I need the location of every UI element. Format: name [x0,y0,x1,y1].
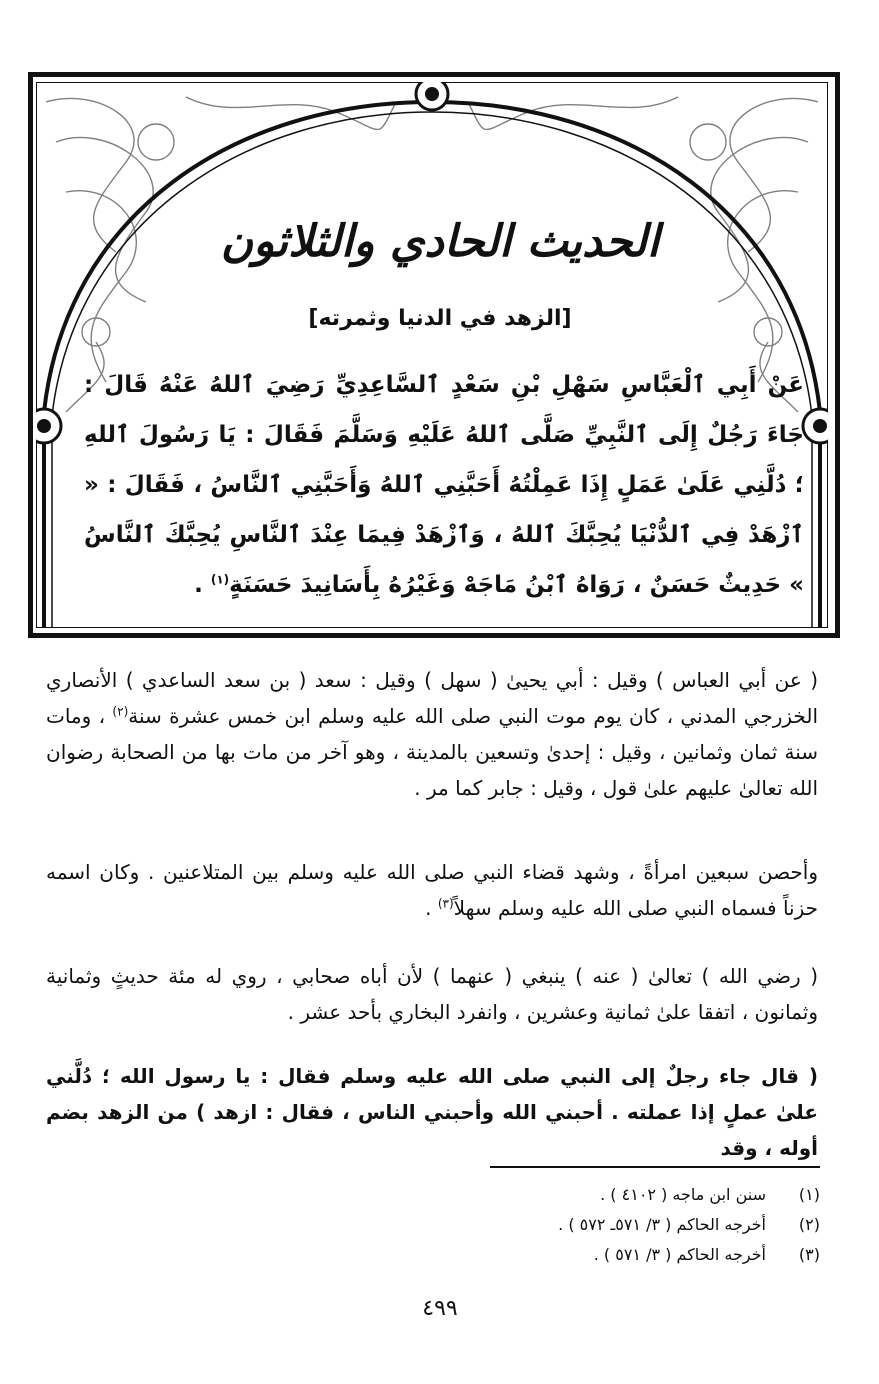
commentary-paragraph-2 [46,854,818,926]
footnote-ref-1[interactable]: (١) [210,572,230,587]
hadith-end: . [194,572,211,598]
footnote-text: أخرجه الحاكم ( ٣/ ٥٧١ـ ٥٧٢ ) . [558,1215,766,1234]
footnote-number: (١) [798,1185,820,1204]
commentary-text: وأحصن سبعين امرأةً ، وشهد قضاء النبي صلى الله عليه وسلم بين المتلاعنين . وكان اسمه حزناً فسماه النبي صلى الله عليه وسلم سهلاً [46,860,818,920]
page-number: ٤٩٩ [422,1296,458,1321]
commentary-text: . [425,896,438,920]
footnote-item [400,1210,820,1240]
commentary-text: ، ومات سنة ثمان وثمانين ، وقيل : إحدىٰ وتسعين بالمدينة ، وهو آخر من مات بها من الصحابة رضوان الله تعالىٰ عليهم علىٰ قول ، وقيل : جابر كما مر . [46,704,818,800]
footnote-item [400,1240,820,1270]
hadith-text [84,360,804,610]
footnote-separator [490,1166,820,1168]
commentary-paragraph-1 [46,662,818,806]
footnote-text: أخرجه الحاكم ( ٣/ ٥٧١ ) . [593,1245,766,1264]
footnote-ref-2[interactable]: (٢) [112,704,129,719]
hadith-subtitle: [الزهد في الدنيا وثمرته] [308,306,572,331]
footnote-ref-3[interactable]: (٣) [437,896,454,911]
footnote-text: سنن ابن ماجه ( ٤١٠٢ ) . [600,1185,766,1204]
footnote-item [400,1180,820,1210]
hadith-title: الحديث الحادي والثلاثون [220,216,660,267]
hadith-body: عَنْ أَبِي ٱلْعَبَّاسِ سَهْلِ بْنِ سَعْدٍ ٱلسَّاعِدِيِّ رَضِيَ ٱللهُ عَنْهُ قَالَ : جَاءَ رَجُلٌ إِلَى ٱلنَّبِيِّ صَلَّى ٱللهُ عَلَيْهِ وَسَلَّمَ فَقَالَ : يَا رَسُولَ ٱللهِ ؛ دُلَّنِي عَلَىٰ عَمَلٍ إِذَا عَمِلْتُهُ أَحَبَّنِي ٱللهُ وَأَحَبَّنِي ٱلنَّاسُ ، فَقَالَ : « ٱزْهَدْ فِي ٱلدُّنْيَا يُحِبَّكَ ٱللهُ ، وَٱزْهَدْ فِيمَا عِنْدَ ٱلنَّاسِ يُحِبَّكَ ٱلنَّاسُ » حَدِيثٌ حَسَنٌ ، رَوَاهُ ٱبْنُ مَاجَهْ وَغَيْرُهُ بِأَسَانِيدَ حَسَنَةٍ [84,372,804,598]
commentary-text: ( عن أبي العباس ) وقيل : أبي يحيىٰ ( سهل ) وقيل : سعد ( بن سعد الساعدي ) الأنصاري الخزرجي المدني ، كان يوم موت النبي صلى الله عليه وسلم ابن خمس عشرة سنة [46,668,818,728]
commentary-paragraph-4: ( قال جاء رجلٌ إلى النبي صلى الله عليه وسلم فقال : يا رسول الله ؛ دُلَّني علىٰ عملٍ إذا عملته . أحبني الله وأحبني الناس ، فقال : ازهد ) من الزهد بضم أوله ، وقد [46,1064,818,1160]
footnote-number: (٢) [798,1215,820,1234]
commentary-paragraph-3: ( رضي الله ) تعالىٰ ( عنه ) ينبغي ( عنهما ) لأن أباه صحابي ، روي له مئة حديثٍ وثمانية وثمانون ، اتفقا علىٰ ثمانية وعشرين ، وانفرد البخاري بأحد عشر . [46,964,818,1024]
footnote-number: (٣) [798,1245,820,1264]
footnotes [400,1180,820,1270]
